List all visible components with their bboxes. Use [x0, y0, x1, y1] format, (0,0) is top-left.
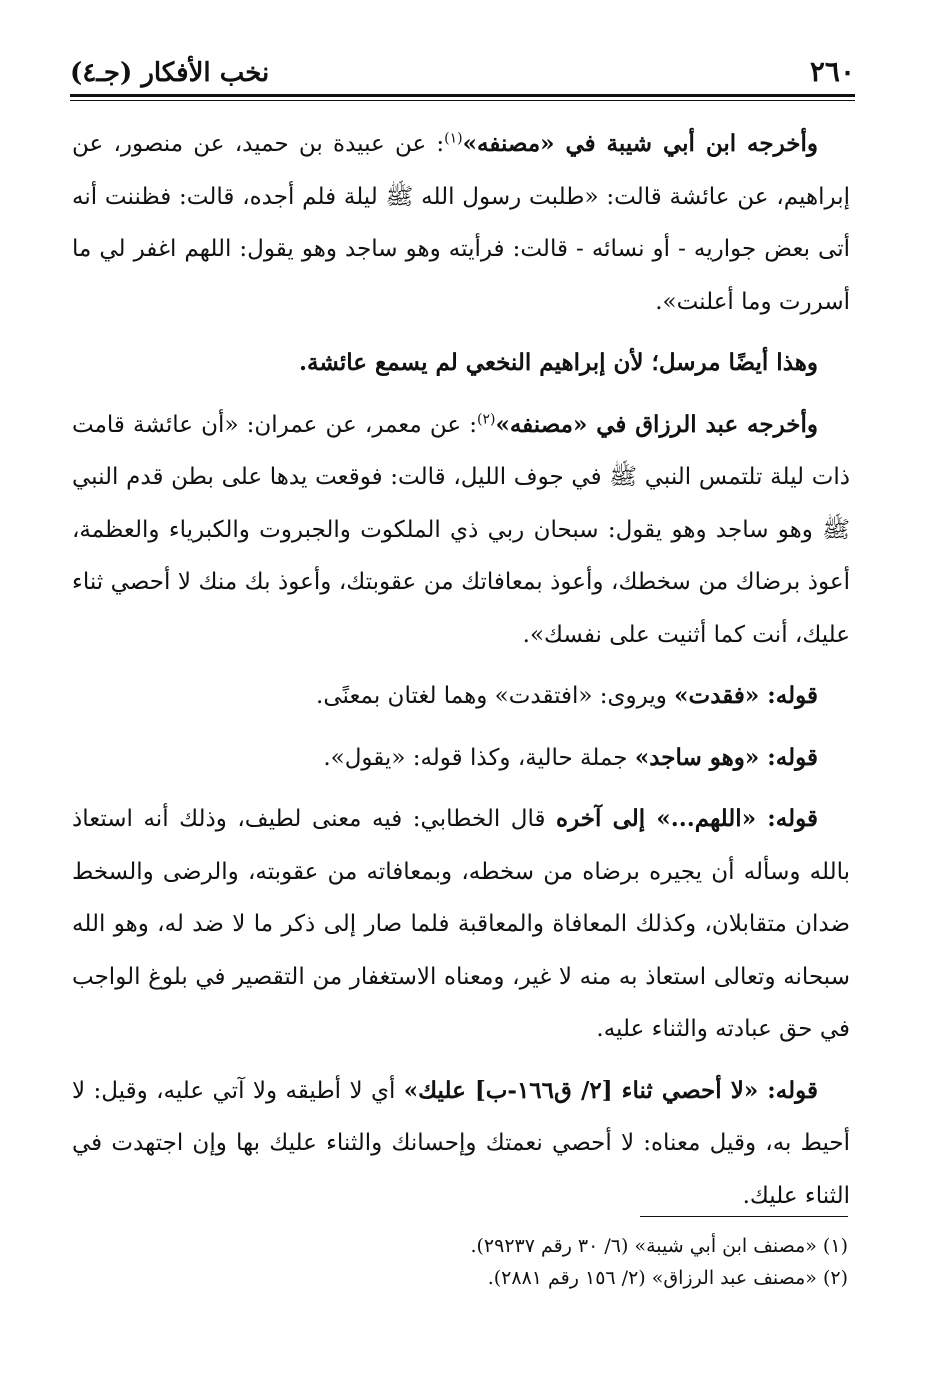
footnote-separator	[640, 1216, 848, 1217]
footnote-ref: (١)	[444, 130, 463, 147]
paragraph-lead: وأخرجه عبد الرزاق في «مصنفه»	[495, 410, 818, 438]
paragraph-body: أي لا أطيقه ولا آتي عليه، وقيل: لا أحيط به، وقيل معناه: لا أحصي نعمتك وإحسانك والثناء عليك بها وإن اجتهدت في الثناء عليك.	[72, 1077, 850, 1209]
header-rule-thin	[70, 100, 855, 101]
paragraph-body: : عن معمر، عن عمران: «أن عائشة قامت ذات ليلة تلتمس النبي ﷺ في جوف الليل، قالت: فوقعت يدها على بطن قدم النبي ﷺ وهو ساجد وهو يقول: سبحان ربي ذي الملكوت والجبروت والكبرياء والعظمة، أعوذ برضاك من سخطك، وأعوذ بمعافاتك من عقوبتك، وأعوذ بك منك لا أحصي ثناء عليك، أنت كما أثنيت على نفسك».	[72, 411, 850, 648]
footnote-ref: (٢)	[476, 410, 496, 427]
header-rule	[70, 94, 855, 97]
page-header	[70, 44, 855, 88]
paragraph-lead: قوله: «فقدت»	[674, 682, 818, 709]
paragraph-lead: قوله: «وهو ساجد»	[634, 743, 818, 771]
main-text	[72, 118, 850, 1231]
paragraph-lead: وهذا أيضًا مرسل؛ لأن إبراهيم النخعي لم يسمع عائشة.	[299, 349, 818, 376]
paragraph-4	[72, 670, 850, 723]
running-title: نخب الأفكار (جـ٤)	[70, 58, 270, 88]
footnote-2: (٢) «مصنف عبد الرزاق» (٢/ ١٥٦ رقم ٢٨٨١).	[487, 1267, 848, 1289]
paragraph-1	[72, 118, 850, 328]
paragraph-lead: قوله: «اللهم...» إلى آخره	[556, 805, 818, 832]
paragraph-lead: قوله: «لا أحصي ثناء [٢/ ق١٦٦-ب] عليك»	[403, 1076, 818, 1104]
paragraph-5	[72, 732, 850, 785]
paragraph-6	[72, 793, 850, 1056]
paragraph-lead: وأخرجه ابن أبي شيبة في «مصنفه»	[462, 130, 818, 157]
paragraph-2	[72, 337, 850, 390]
page-number: ٢٦٠	[809, 55, 855, 88]
paragraph-7	[72, 1065, 850, 1223]
paragraph-3	[72, 399, 850, 662]
paragraph-body: : عن عبيدة بن حميد، عن منصور، عن إبراهيم، عن عائشة قالت: «طلبت رسول الله ﷺ ليلة فلم أجده، قالت: فظننت أنه أتى بعض جواريه - أو نسائه - قالت: فرأيته وهو ساجد وهو يقول: اللهم اغفر لي ما أسررت وما أعلنت».	[72, 131, 850, 315]
footnotes	[180, 1230, 848, 1294]
paragraph-body: ويروى: «افتقدت» وهما لغتان بمعنًى.	[316, 683, 675, 709]
footnote-1: (١) «مصنف ابن أبي شيبة» (٦/ ٣٠ رقم ٢٩٢٣٧).	[470, 1235, 848, 1257]
paragraph-body: جملة حالية، وكذا قوله: «يقول».	[323, 744, 635, 771]
paragraph-body: قال الخطابي: فيه معنى لطيف، وذلك أنه استعاذ بالله وسأله أن يجيره برضاه من سخطه، وبمعافاته من عقوبته، والرضى والسخط ضدان متقابلان، وكذلك المعافاة والمعاقبة فلما صار إلى ذكر ما لا ضد له، وهو الله سبحانه وتعالى استعاذ به منه لا غير، ومعناه الاستغفار من التقصير في بلوغ الواجب في حق عبادته والثناء عليه.	[72, 806, 850, 1042]
